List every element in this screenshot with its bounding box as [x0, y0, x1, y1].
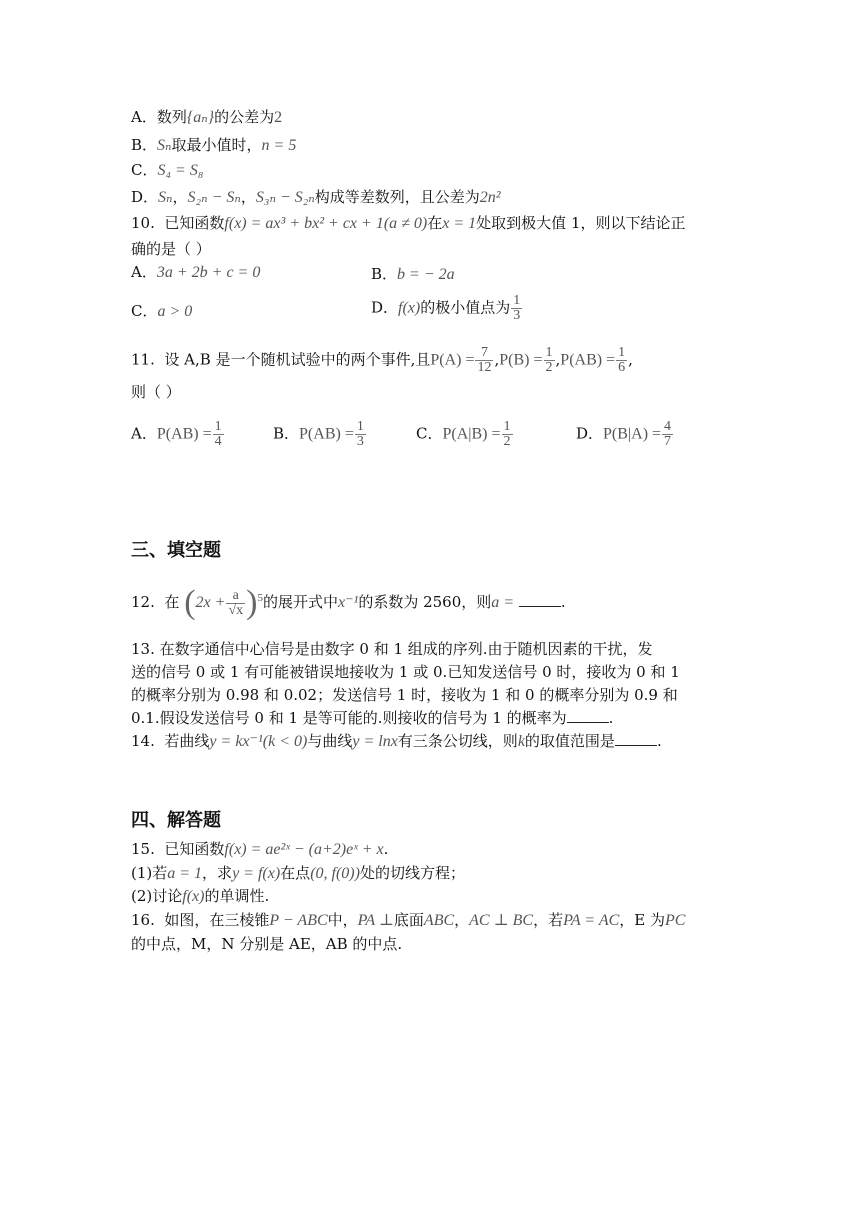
- q13-line-1: 13. 在数字通信中心信号是由数字 0 和 1 组成的序列.由于随机因素的干扰，发: [131, 640, 653, 658]
- fraction: $\frac{1}{4}$: [214, 419, 222, 449]
- q11-option-c: C．P(A|B) = $\frac{1}{2}$: [416, 419, 511, 449]
- q9-option-b: B．Sₙ取最小值时，n = 5: [131, 136, 297, 154]
- q12-stem: 12. 在 (2x + $\frac{a}{√x}$ )$^5$的展开式中x⁻¹的系数为 2560，则a = .: [131, 584, 566, 621]
- q16-stem-line2: 的中点，M，N 分别是 AE，AB 的中点.: [131, 935, 403, 953]
- q13-line-2: 送的信号 0 或 1 有可能被错误地接收为 1 或 0.已知发送信号 0 时，接收为 0 和 1: [131, 663, 680, 681]
- q11-option-d: D．P(B|A) = $\frac{4}{7}$: [576, 419, 672, 449]
- q14-stem: 14. 若曲线y = kx⁻¹(k < 0)与曲线y = lnx有三条公切线，则k的取值范围是 .: [131, 732, 662, 750]
- fraction: $\frac{7}{12}$: [477, 345, 492, 375]
- fraction: $\frac{1}{3}$: [513, 293, 521, 323]
- fraction: $\frac{1}{3}$: [356, 419, 364, 449]
- fraction: $\frac{1}{6}$: [618, 345, 626, 375]
- q11-stem-line2: 则（ ）: [131, 383, 181, 401]
- q9-option-a: A．数列{aₙ}的公差为2: [131, 108, 283, 126]
- q10-option-b: B．b = − 2a: [371, 265, 455, 283]
- fraction: $\frac{1}{2}$: [503, 419, 511, 449]
- answer-blank[interactable]: [519, 592, 561, 607]
- q10-option-c: C．a > 0: [131, 302, 193, 320]
- q13-line-3: 的概率分别为 0.98 和 0.02；发送信号 1 时，接收为 1 和 0 的概率分别为 0.9 和: [131, 686, 678, 704]
- q16-stem: 16. 如图，在三棱锥P − ABC中，PA ⊥底面ABC，AC ⊥ BC，若PA = AC，E 为PC: [131, 911, 686, 929]
- fraction: $\frac{4}{7}$: [664, 419, 672, 449]
- q10-stem: 10. 已知函数f(x) = ax³ + bx² + cx + 1(a ≠ 0)在x = 1处取到极大值 1，则以下结论正: [131, 214, 686, 232]
- q15-part-1: (1)若a = 1，求y = f(x)在点(0, f(0))处的切线方程；: [131, 864, 465, 882]
- section-heading-solutions: 四、解答题: [131, 810, 221, 831]
- q15-stem: 15. 已知函数f(x) = ae²ˣ − (a+2)eˣ + x.: [131, 840, 389, 858]
- q10-option-a: A．3a + 2b + c = 0: [131, 263, 261, 281]
- q13-line-4: 0.1.假设发送信号 0 和 1 是等可能的.则接收的信号为 1 的概率为 .: [131, 709, 614, 727]
- section-heading-fill-in: 三、填空题: [131, 540, 221, 561]
- q9-option-c: C．S₄ = S₈: [131, 161, 204, 179]
- q11-stem: 11. 设 A,B 是一个随机试验中的两个事件,且P(A) = $\frac{7}{12}$ ,P(B) = $\frac{1}{2}$ ,P(AB) = $\frac{1}{6}$ ,: [131, 345, 633, 375]
- answer-blank[interactable]: [567, 708, 609, 723]
- q10-stem-line2: 确的是（ ）: [131, 240, 211, 258]
- q9-option-d: D．Sₙ，S₂ₙ − Sₙ，S₃ₙ − S₂ₙ构成等差数列，且公差为2n²: [131, 188, 501, 206]
- q11-option-a: A．P(AB) = $\frac{1}{4}$: [131, 419, 222, 449]
- q15-part-2: (2)讨论f(x)的单调性.: [131, 887, 270, 905]
- fraction: $\frac{1}{2}$: [545, 345, 553, 375]
- fraction: $\frac{a}{√x}$: [228, 587, 244, 618]
- q11-option-b: B．P(AB) = $\frac{1}{3}$: [273, 419, 364, 449]
- q10-option-d: D．f(x)的极小值点为 $\frac{1}{3}$: [371, 293, 521, 323]
- answer-blank[interactable]: [615, 731, 657, 746]
